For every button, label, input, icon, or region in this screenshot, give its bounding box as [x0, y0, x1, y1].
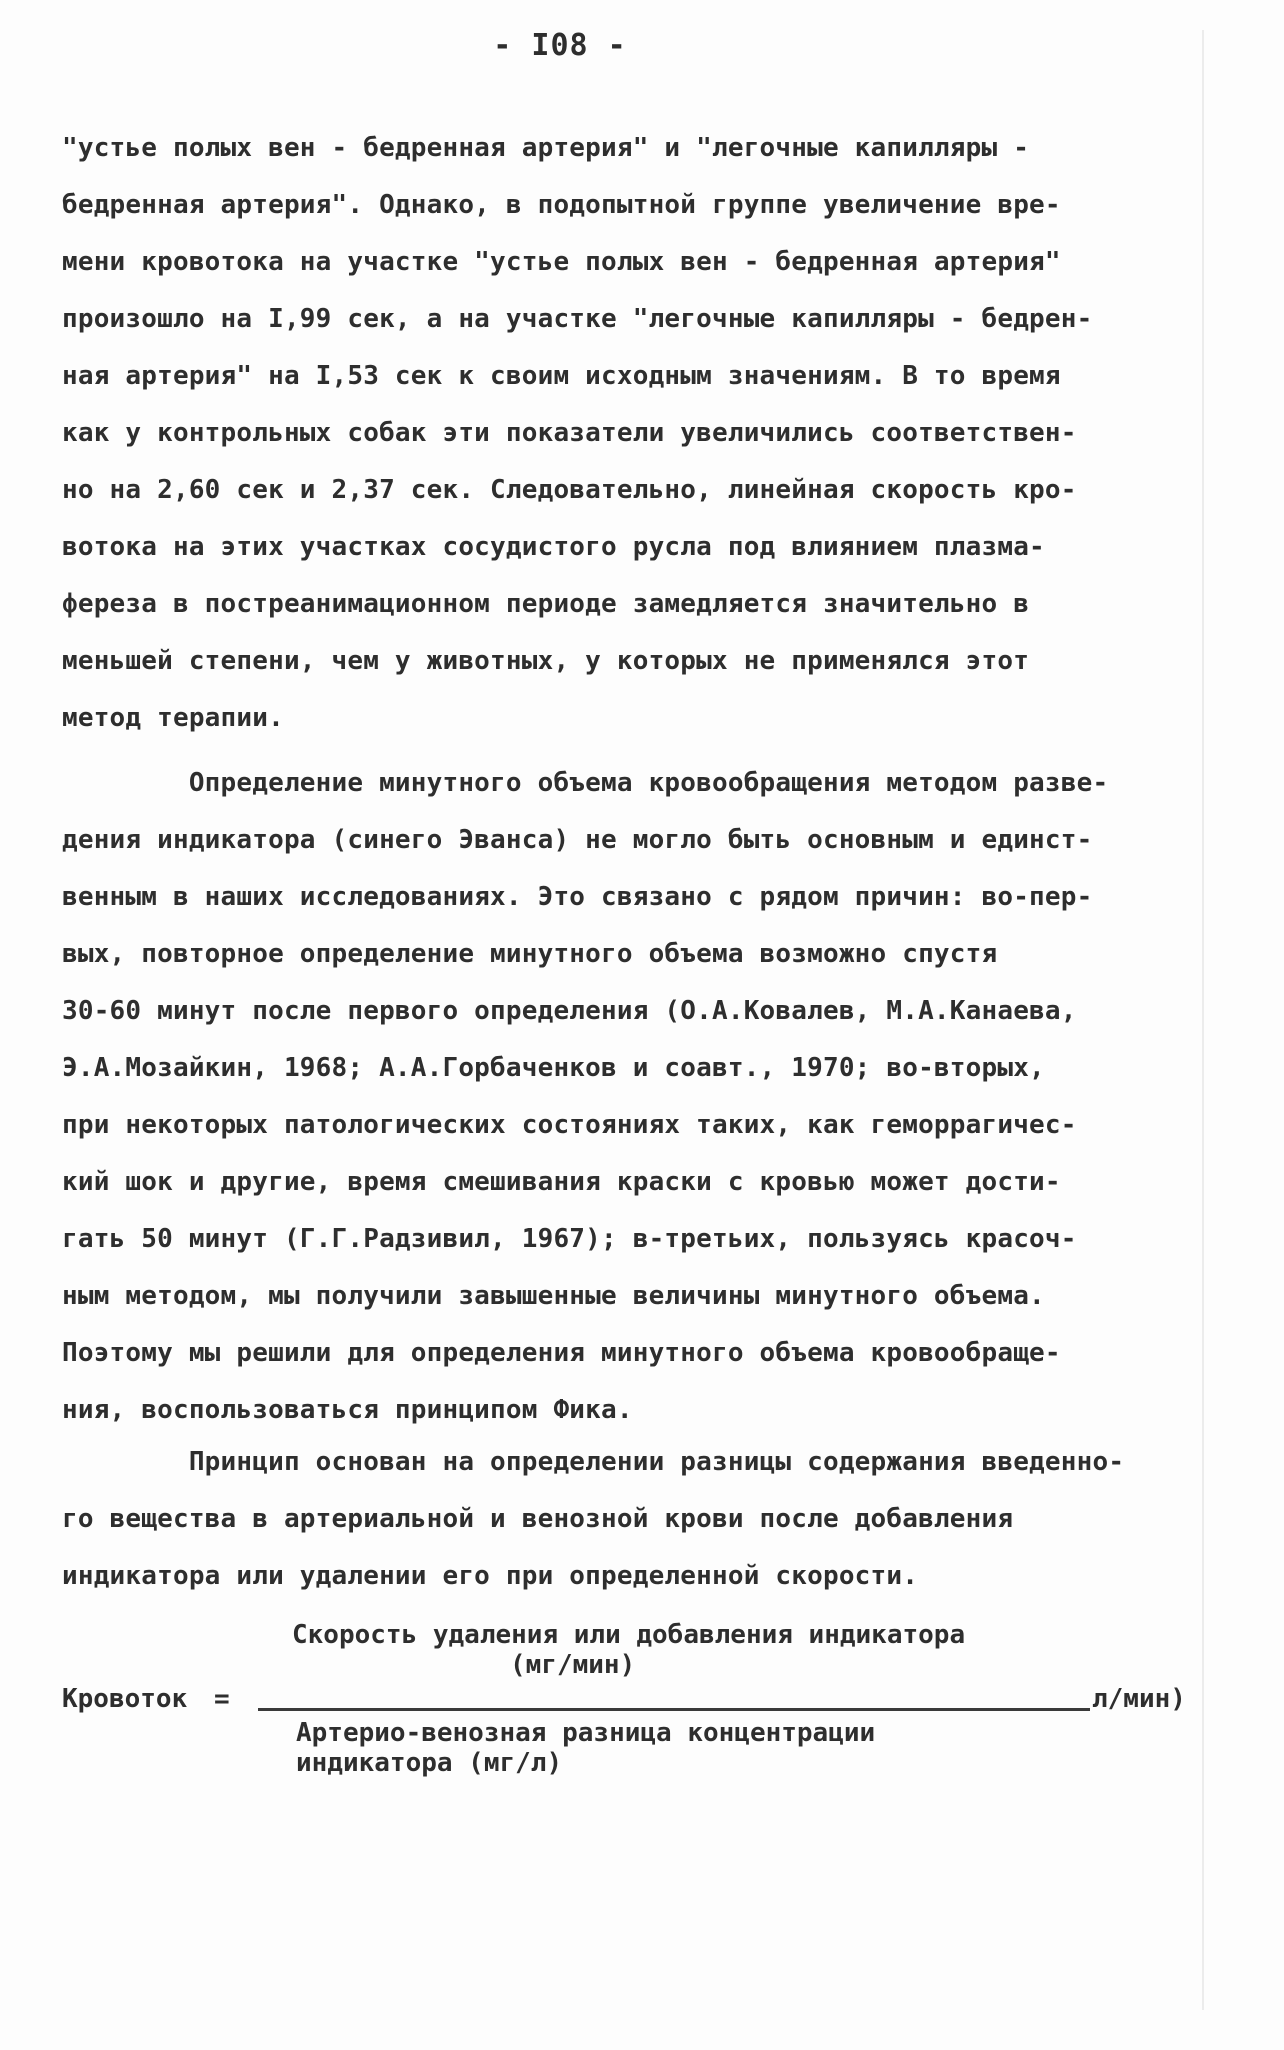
- text-line: ния, воспользоваться принципом Фика.: [62, 1395, 633, 1425]
- text-line: при некоторых патологических состояниях таких, как геморрагичес-: [62, 1110, 1077, 1140]
- text-line: "устье полых вен - бедренная артерия" и "легочные капилляры -: [62, 133, 1030, 163]
- text-line: Определение минутного объема кровообращения методом разве-: [62, 768, 1109, 798]
- text-line: фереза в постреанимационном периоде замедляется значительно в: [62, 589, 1030, 619]
- fraction-bar: [258, 1708, 1090, 1711]
- formula-unit: л/мин): [1092, 1684, 1186, 1714]
- text-line: Э.А.Мозайкин, 1968; А.А.Горбаченков и соавт., 1970; во-вторых,: [62, 1053, 1045, 1083]
- text-line: ным методом, мы получили завышенные величины минутного объема.: [62, 1281, 1045, 1311]
- formula-numerator-line-2: (мг/мин): [510, 1650, 636, 1680]
- text-line: мени кровотока на участке "устье полых вен - бедренная артерия": [62, 247, 1061, 277]
- text-line: 30-60 минут после первого определения (О.А.Ковалев, М.А.Канаева,: [62, 996, 1077, 1026]
- text-line: произошло на I,99 сек, а на участке "легочные капилляры - бедрен-: [62, 304, 1093, 334]
- text-line: но на 2,60 сек и 2,37 сек. Следовательно, линейная скорость кро-: [62, 475, 1077, 505]
- text-line: кий шок и другие, время смешивания краски с кровью может дости-: [62, 1167, 1061, 1197]
- formula-numerator-line-1: Скорость удаления или добавления индикатора: [292, 1620, 966, 1650]
- formula-equals: =: [214, 1684, 230, 1714]
- text-line: Принцип основан на определении разницы содержания введенно-: [62, 1447, 1125, 1477]
- page-number: - I08 -: [493, 28, 627, 63]
- formula-denominator-line-2: индикатора (мг/л): [296, 1748, 563, 1778]
- formula-label: Кровоток: [62, 1684, 188, 1714]
- text-line: венным в наших исследованиях. Это связано с рядом причин: во-пер-: [62, 882, 1093, 912]
- text-line: дения индикатора (синего Эванса) не могло быть основным и единст-: [62, 825, 1093, 855]
- text-line: бедренная артерия". Однако, в подопытной группе увеличение вре-: [62, 190, 1061, 220]
- text-line: вотока на этих участках сосудистого русла под влиянием плазма-: [62, 532, 1045, 562]
- text-line: гать 50 минут (Г.Г.Радзивил, 1967); в-третьих, пользуясь красоч-: [62, 1224, 1077, 1254]
- text-line: метод терапии.: [62, 703, 284, 733]
- text-line: вых, повторное определение минутного объема возможно спустя: [62, 939, 998, 969]
- formula-denominator-line-1: Артерио-венозная разница концентрации: [296, 1718, 876, 1748]
- page-edge: [1202, 30, 1204, 2010]
- text-line: Поэтому мы решили для определения минутного объема кровообраще-: [62, 1338, 1061, 1368]
- text-line: как у контрольных собак эти показатели увеличились соответствен-: [62, 418, 1077, 448]
- text-line: меньшей степени, чем у животных, у которых не применялся этот: [62, 646, 1030, 676]
- text-line: ная артерия" на I,53 сек к своим исходным значениям. В то время: [62, 361, 1061, 391]
- text-line: индикатора или удалении его при определенной скорости.: [62, 1561, 919, 1591]
- text-line: го вещества в артериальной и венозной крови после добавления: [62, 1504, 1014, 1534]
